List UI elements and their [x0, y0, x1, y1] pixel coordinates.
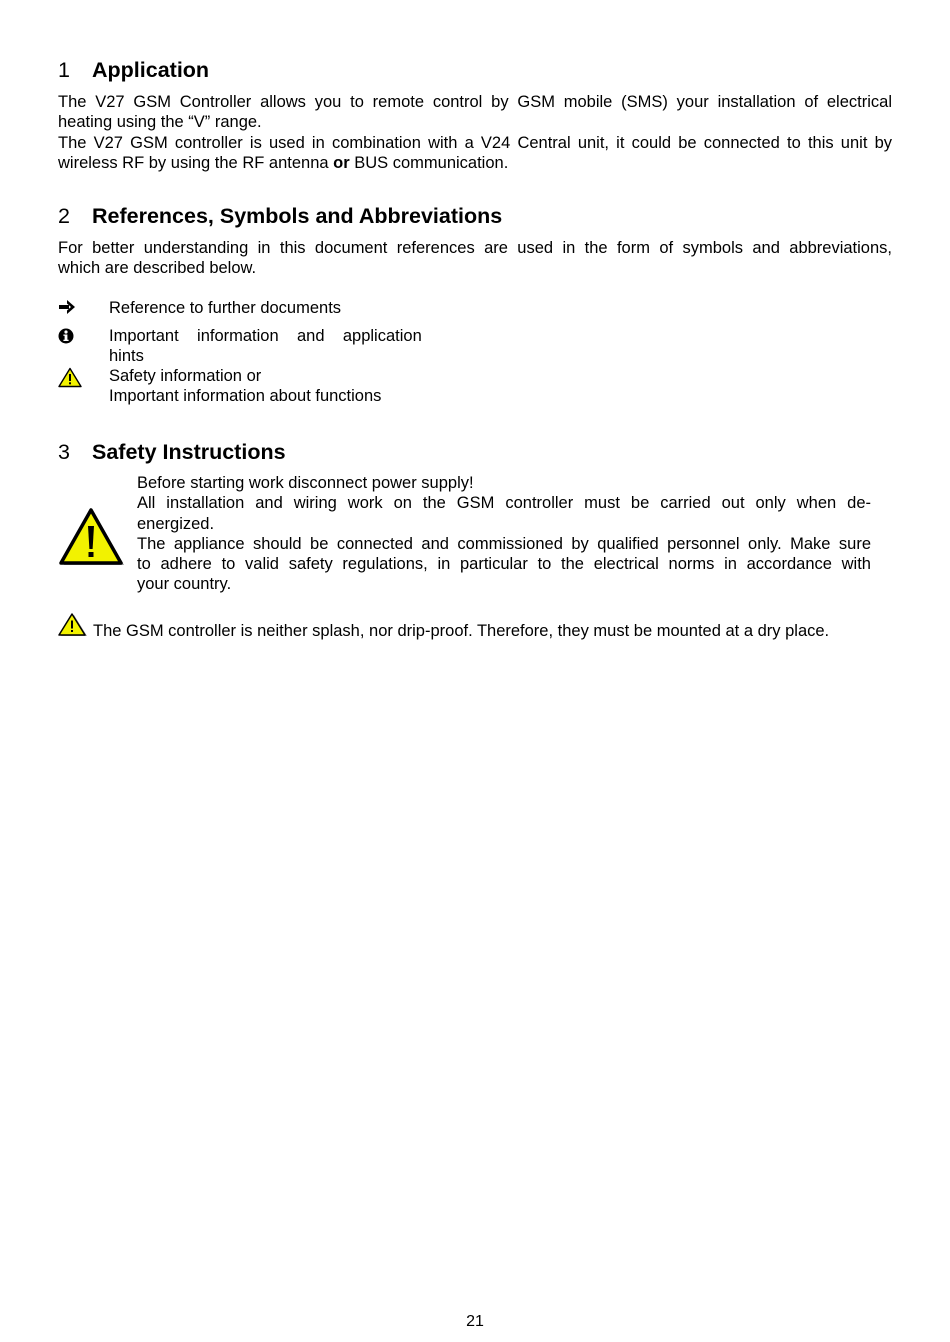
- symbol-description-line: hints: [109, 347, 144, 366]
- section-title: Application: [92, 58, 210, 82]
- text-run: wireless RF by using the RF antenna: [58, 153, 334, 172]
- section-1-paragraph: [58, 92, 892, 173]
- paragraph-line: energized.: [137, 514, 215, 533]
- warning-icon: [58, 367, 82, 393]
- symbol-description-line: Important information and application: [109, 327, 422, 345]
- paragraph-line: The V27 GSM Controller allows you to remote control by GSM mobile (SMS) your installation of electrical: [58, 93, 892, 111]
- symbol-description: [109, 366, 381, 407]
- paragraph-line: heating using the “V” range.: [58, 113, 262, 132]
- paragraph-line: which are described below.: [58, 259, 257, 278]
- text-run: BUS communication.: [349, 153, 509, 172]
- mounting-note: The GSM controller is neither splash, nor drip-proof. Therefore, they must be mounted at a dry place.: [93, 622, 830, 640]
- section-2-paragraph: [58, 238, 892, 279]
- section-2-heading: [58, 203, 502, 229]
- paragraph-line: The appliance should be connected and commissioned by qualified personnel only. Make sure: [137, 534, 871, 553]
- symbol-description-line: Important information about functions: [109, 387, 382, 406]
- safety-instructions-text: [137, 473, 871, 595]
- paragraph-line: your country.: [137, 575, 232, 594]
- large-warning-icon: [58, 508, 126, 573]
- section-number: 2: [58, 204, 70, 228]
- paragraph-line: [58, 153, 892, 173]
- page-number: 21: [466, 1313, 484, 1330]
- arrow-right-icon: [58, 298, 76, 321]
- paragraph-line: to adhere to valid safety regulations, in particular to the electrical norms in accordance with: [137, 555, 871, 574]
- section-1-heading: [58, 57, 209, 83]
- section-number: 3: [58, 440, 70, 464]
- paragraph-line: For better understanding in this document references are used in the form of symbols and abbreviations,: [58, 239, 892, 257]
- section-title: Safety Instructions: [92, 440, 286, 464]
- section-title: References, Symbols and Abbreviations: [92, 204, 503, 228]
- symbol-description-line: Safety information or: [109, 367, 262, 385]
- note-warning-icon: [58, 613, 88, 642]
- bold-text: or: [333, 153, 350, 172]
- symbol-description: [109, 326, 435, 367]
- info-icon: [58, 328, 74, 349]
- paragraph-line: The V27 GSM controller is used in combination with a V24 Central unit, it could be connected to this unit by: [58, 133, 892, 152]
- paragraph-line: All installation and wiring work on the GSM controller must be carried out only when de-: [137, 494, 871, 513]
- section-3-heading: [58, 439, 286, 465]
- paragraph-line: Before starting work disconnect power supply!: [137, 474, 474, 492]
- section-number: 1: [58, 58, 70, 82]
- symbol-description: Reference to further documents: [109, 299, 342, 317]
